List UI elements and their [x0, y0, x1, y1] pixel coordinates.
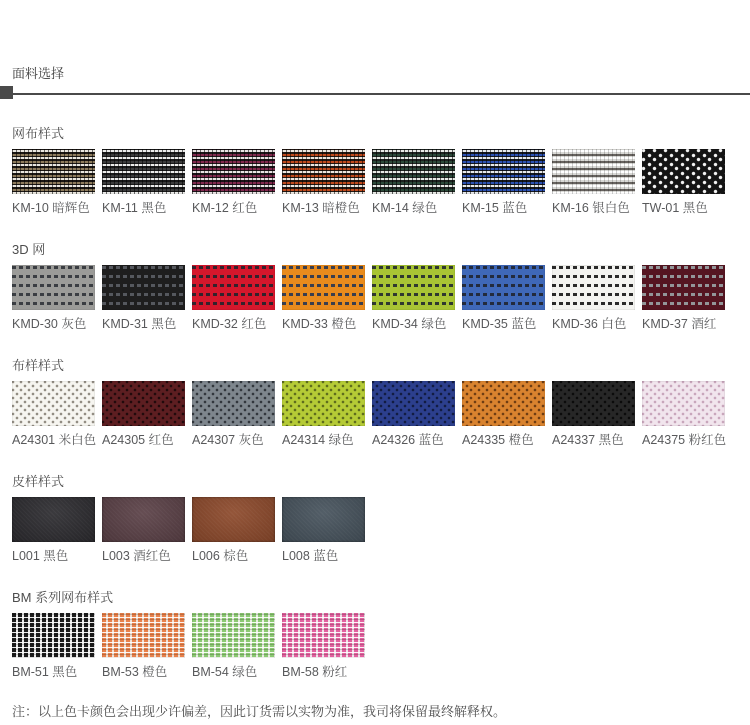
fabric-swatch-a24335[interactable] [462, 381, 545, 426]
page-title: 面料选择 [12, 66, 65, 81]
swatch-row [12, 613, 737, 679]
swatch-cell [102, 497, 185, 563]
swatch-label: A24307 灰色 [192, 433, 264, 447]
disclaimer-note: 注：以上色卡颜色会出现少许偏差，因此订货需以实物为准，我司将保留最终解释权。 [12, 704, 507, 719]
swatch-row [12, 265, 737, 331]
swatch-label: KMD-31 黑色 [102, 317, 177, 331]
swatch-label: L006 棕色 [192, 549, 249, 563]
fabric-swatch-bm-51[interactable] [12, 613, 95, 658]
swatch-cell [12, 613, 95, 679]
swatch-label: BM-51 黑色 [12, 665, 78, 679]
swatch-label: KM-11 黑色 [102, 201, 167, 215]
swatch-label: A24314 绿色 [282, 433, 354, 447]
fabric-swatch-l006[interactable] [192, 497, 275, 542]
section-bm-series-mesh [12, 591, 737, 679]
section-mesh-fabric [12, 127, 737, 215]
swatch-label: KM-13 暗橙色 [282, 201, 360, 215]
swatch-cell [282, 265, 365, 331]
swatch-label: TW-01 黑色 [642, 201, 708, 215]
swatch-cell [102, 613, 185, 679]
swatch-row [12, 149, 737, 215]
swatch-label: KMD-32 红色 [192, 317, 267, 331]
section-title: 皮样样式 [12, 474, 65, 489]
swatch-cell [642, 149, 725, 215]
swatch-label: KMD-33 橙色 [282, 317, 357, 331]
fabric-swatch-kmd-31[interactable] [102, 265, 185, 310]
fabric-swatch-a24375[interactable] [642, 381, 725, 426]
swatch-row [12, 381, 737, 447]
fabric-swatch-a24337[interactable] [552, 381, 635, 426]
swatch-cell [12, 381, 95, 447]
fabric-swatch-bm-58[interactable] [282, 613, 365, 658]
swatch-cell [552, 149, 635, 215]
swatch-label: KMD-36 白色 [552, 317, 627, 331]
page-header [0, 0, 750, 99]
swatch-label: KMD-30 灰色 [12, 317, 87, 331]
header-rule [0, 86, 750, 99]
swatch-label: L001 黑色 [12, 549, 69, 563]
swatch-cell [372, 265, 455, 331]
fabric-swatch-kmd-33[interactable] [282, 265, 365, 310]
swatch-label: KM-14 绿色 [372, 201, 438, 215]
fabric-swatch-l003[interactable] [102, 497, 185, 542]
swatch-label: KM-15 蓝色 [462, 201, 528, 215]
swatch-label: KM-10 暗辉色 [12, 201, 90, 215]
swatch-label: KM-12 红色 [192, 201, 258, 215]
swatch-label: BM-54 绿色 [192, 665, 258, 679]
section-leather-samples [12, 475, 737, 563]
fabric-swatch-kmd-35[interactable] [462, 265, 545, 310]
fabric-swatch-a24326[interactable] [372, 381, 455, 426]
swatch-cell [462, 265, 545, 331]
swatch-label: A24335 橙色 [462, 433, 534, 447]
swatch-cell [192, 497, 275, 563]
swatch-cell [282, 613, 365, 679]
section-title: 网布样式 [12, 126, 65, 141]
section-title: 布样样式 [12, 358, 65, 373]
swatch-cell [102, 149, 185, 215]
fabric-swatch-km-13[interactable] [282, 149, 365, 194]
fabric-swatch-kmd-32[interactable] [192, 265, 275, 310]
swatch-cell [372, 381, 455, 447]
fabric-swatch-kmd-36[interactable] [552, 265, 635, 310]
swatch-cell [12, 497, 95, 563]
swatch-cell [372, 149, 455, 215]
swatch-label: KMD-37 酒红 [642, 317, 717, 331]
swatch-label: KMD-34 绿色 [372, 317, 447, 331]
swatch-label: A24305 红色 [102, 433, 174, 447]
fabric-swatch-a24301[interactable] [12, 381, 95, 426]
swatch-label: A24337 黑色 [552, 433, 624, 447]
swatch-cell [552, 381, 635, 447]
fabric-swatch-tw-01[interactable] [642, 149, 725, 194]
fabric-swatch-km-10[interactable] [12, 149, 95, 194]
swatch-label: KMD-35 蓝色 [462, 317, 537, 331]
fabric-swatch-l008[interactable] [282, 497, 365, 542]
swatch-cell [642, 381, 725, 447]
swatch-label: L008 蓝色 [282, 549, 339, 563]
swatch-cell [642, 265, 725, 331]
fabric-swatch-km-11[interactable] [102, 149, 185, 194]
swatch-cell [462, 381, 545, 447]
swatch-cell [102, 265, 185, 331]
fabric-swatch-a24307[interactable] [192, 381, 275, 426]
swatch-cell [102, 381, 185, 447]
fabric-swatch-km-16[interactable] [552, 149, 635, 194]
section-title: 3D 网 [12, 242, 46, 257]
fabric-swatch-km-14[interactable] [372, 149, 455, 194]
fabric-swatch-a24314[interactable] [282, 381, 365, 426]
swatch-cell [192, 613, 275, 679]
swatch-row [12, 497, 737, 563]
fabric-swatch-km-15[interactable] [462, 149, 545, 194]
swatch-cell [12, 149, 95, 215]
swatch-cell [192, 381, 275, 447]
swatch-cell [192, 265, 275, 331]
swatch-label: L003 酒红色 [102, 549, 171, 563]
swatch-cell [282, 149, 365, 215]
swatch-cell [192, 149, 275, 215]
section-3d-mesh [12, 243, 737, 331]
swatch-label: A24326 蓝色 [372, 433, 444, 447]
swatch-label: A24301 米白色 [12, 433, 97, 447]
fabric-swatch-bm-53[interactable] [102, 613, 185, 658]
section-title: BM 系列网布样式 [12, 590, 114, 605]
swatch-label: BM-53 橙色 [102, 665, 168, 679]
fabric-swatch-bm-54[interactable] [192, 613, 275, 658]
fabric-swatch-a24305[interactable] [102, 381, 185, 426]
swatch-sections [0, 127, 750, 679]
swatch-label: A24375 粉红色 [642, 433, 727, 447]
swatch-cell [462, 149, 545, 215]
swatch-label: KM-16 银白色 [552, 201, 630, 215]
fabric-swatch-l001[interactable] [12, 497, 95, 542]
fabric-swatch-km-12[interactable] [192, 149, 275, 194]
swatch-cell [552, 265, 635, 331]
fabric-swatch-kmd-34[interactable] [372, 265, 455, 310]
fabric-swatch-kmd-37[interactable] [642, 265, 725, 310]
header-divider-line [11, 93, 750, 95]
swatch-cell [282, 381, 365, 447]
section-cloth-samples [12, 359, 737, 447]
fabric-swatch-kmd-30[interactable] [12, 265, 95, 310]
swatch-cell [12, 265, 95, 331]
swatch-label: BM-58 粉红 [282, 665, 348, 679]
swatch-cell [282, 497, 365, 563]
